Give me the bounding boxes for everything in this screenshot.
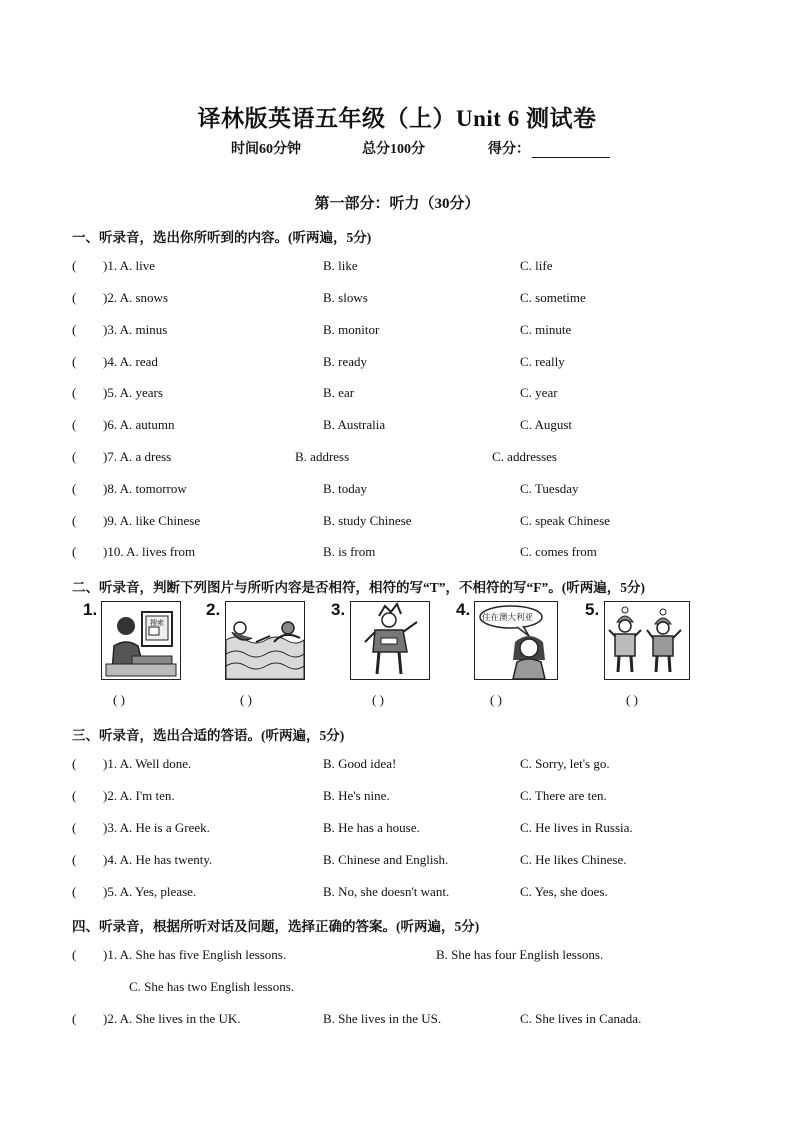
- option-a: )10. A. lives from: [103, 544, 196, 559]
- option-c: C. She has two English lessons.: [129, 979, 295, 994]
- part-one-heading: 第一部分：听力（30分）: [314, 196, 480, 212]
- option-b: B. ready: [323, 354, 368, 369]
- option-b: B. slows: [323, 290, 368, 305]
- answer-paren[interactable]: (: [72, 354, 77, 369]
- option-c: C. Sorry, let's go.: [520, 756, 610, 771]
- picture-1-answer[interactable]: ( ): [113, 692, 125, 707]
- answer-paren[interactable]: (: [72, 385, 77, 400]
- option-a: )9. A. like Chinese: [103, 513, 201, 528]
- answer-paren[interactable]: (: [72, 884, 77, 899]
- time-limit: 时间60分钟: [231, 142, 301, 157]
- picture-5-number: 5.: [585, 600, 600, 619]
- answer-paren[interactable]: (: [72, 417, 77, 432]
- section-1-heading: 一、听录音，选出你所听到的内容。(听两遍，5分): [72, 230, 372, 245]
- answer-paren[interactable]: (: [72, 756, 77, 771]
- option-a: )1. A. She has five English lessons.: [103, 947, 287, 962]
- option-b: B. address: [295, 449, 350, 464]
- option-b: B. Chinese and English.: [323, 852, 449, 867]
- picture-4-number: 4.: [456, 600, 471, 619]
- option-b: B. ear: [323, 385, 355, 400]
- page-title: 译林版英语五年级（上）Unit 6 测试卷: [197, 106, 597, 131]
- option-a: )8. A. tomorrow: [103, 481, 187, 496]
- option-a: )5. A. Yes, please.: [103, 884, 197, 899]
- option-c: C. Tuesday: [520, 481, 579, 496]
- option-a: )6. A. autumn: [103, 417, 175, 432]
- option-a: )1. A. Well done.: [103, 756, 192, 771]
- answer-paren[interactable]: (: [72, 290, 77, 305]
- option-a: )1. A. live: [103, 258, 155, 273]
- option-b: B. She lives in the US.: [323, 1011, 442, 1026]
- section-3-heading: 三、听录音，选出合适的答语。(听两遍，5分): [72, 728, 345, 743]
- option-b: B. Good idea!: [323, 756, 397, 771]
- section-2-heading: 二、听录音，判断下列图片与所听内容是否相符，相符的写“T”，不相符的写“F”。(听两遍，5分): [72, 580, 645, 595]
- answer-paren[interactable]: (: [72, 1011, 77, 1026]
- option-a: )3. A. minus: [103, 322, 168, 337]
- option-c: C. life: [520, 258, 553, 273]
- picture-5-answer[interactable]: ( ): [626, 692, 638, 707]
- picture-1-number: 1.: [83, 600, 98, 619]
- picture-4-answer[interactable]: ( ): [490, 692, 502, 707]
- picture-4-girl-speech: [474, 601, 558, 680]
- picture-4-bubble-text: 住在澳大利亚: [482, 613, 534, 623]
- answer-paren[interactable]: (: [72, 513, 77, 528]
- option-a: )5. A. years: [103, 385, 163, 400]
- option-a: )4. A. read: [103, 354, 158, 369]
- option-b: B. He's nine.: [323, 788, 390, 803]
- picture-2-number: 2.: [206, 600, 221, 619]
- option-b: B. like: [323, 258, 358, 273]
- option-c: C. speak Chinese: [520, 513, 610, 528]
- option-b: B. today: [323, 481, 368, 496]
- score-label: 得分：: [488, 142, 530, 157]
- picture-2-answer[interactable]: ( ): [240, 692, 252, 707]
- picture-2-swimmers: [225, 601, 305, 680]
- option-b: B. study Chinese: [323, 513, 412, 528]
- answer-paren[interactable]: (: [72, 852, 77, 867]
- answer-paren[interactable]: (: [72, 481, 77, 496]
- answer-paren[interactable]: (: [72, 322, 77, 337]
- option-c: C. year: [520, 385, 558, 400]
- option-b: B. monitor: [323, 322, 380, 337]
- option-c: C. addresses: [492, 449, 557, 464]
- option-a: )2. A. snows: [103, 290, 169, 305]
- option-a: )2. A. I'm ten.: [103, 788, 175, 803]
- score-blank[interactable]: [532, 143, 610, 158]
- option-b: B. No, she doesn't want.: [323, 884, 450, 899]
- option-c: C. really: [520, 354, 565, 369]
- option-c: C. August: [520, 417, 573, 432]
- picture-5-children-winter: [604, 601, 690, 680]
- score-field: [488, 138, 610, 158]
- option-c: C. There are ten.: [520, 788, 607, 803]
- option-c: C. comes from: [520, 544, 597, 559]
- option-c: C. She lives in Canada.: [520, 1011, 642, 1026]
- picture-3-number: 3.: [331, 600, 346, 619]
- option-b: B. She has four English lessons.: [436, 947, 604, 962]
- answer-paren[interactable]: (: [72, 449, 77, 464]
- option-c: C. Yes, she does.: [520, 884, 608, 899]
- option-c: C. He likes Chinese.: [520, 852, 627, 867]
- option-a: )2. A. She lives in the UK.: [103, 1011, 241, 1026]
- option-c: C. He lives in Russia.: [520, 820, 633, 835]
- answer-paren[interactable]: (: [72, 788, 77, 803]
- option-b: B. Australia: [323, 417, 386, 432]
- option-c: C. minute: [520, 322, 572, 337]
- option-a: )4. A. He has twenty.: [103, 852, 213, 867]
- picture-3-answer[interactable]: ( ): [372, 692, 384, 707]
- option-a: )3. A. He is a Greek.: [103, 820, 210, 835]
- option-c: C. sometime: [520, 290, 586, 305]
- total-score: 总分100分: [362, 142, 425, 157]
- option-b: B. He has a house.: [323, 820, 420, 835]
- answer-paren[interactable]: (: [72, 820, 77, 835]
- picture-1-computer-user: [101, 601, 181, 680]
- option-b: B. is from: [323, 544, 376, 559]
- picture-1-label: 搜索: [150, 619, 164, 627]
- section-4-heading: 四、听录音，根据所听对话及问题，选择正确的答案。(听两遍，5分): [72, 919, 480, 934]
- answer-paren[interactable]: (: [72, 544, 77, 559]
- answer-paren[interactable]: (: [72, 947, 77, 962]
- picture-3-costumed-person: [350, 601, 430, 680]
- answer-paren[interactable]: (: [72, 258, 77, 273]
- option-a: )7. A. a dress: [103, 449, 172, 464]
